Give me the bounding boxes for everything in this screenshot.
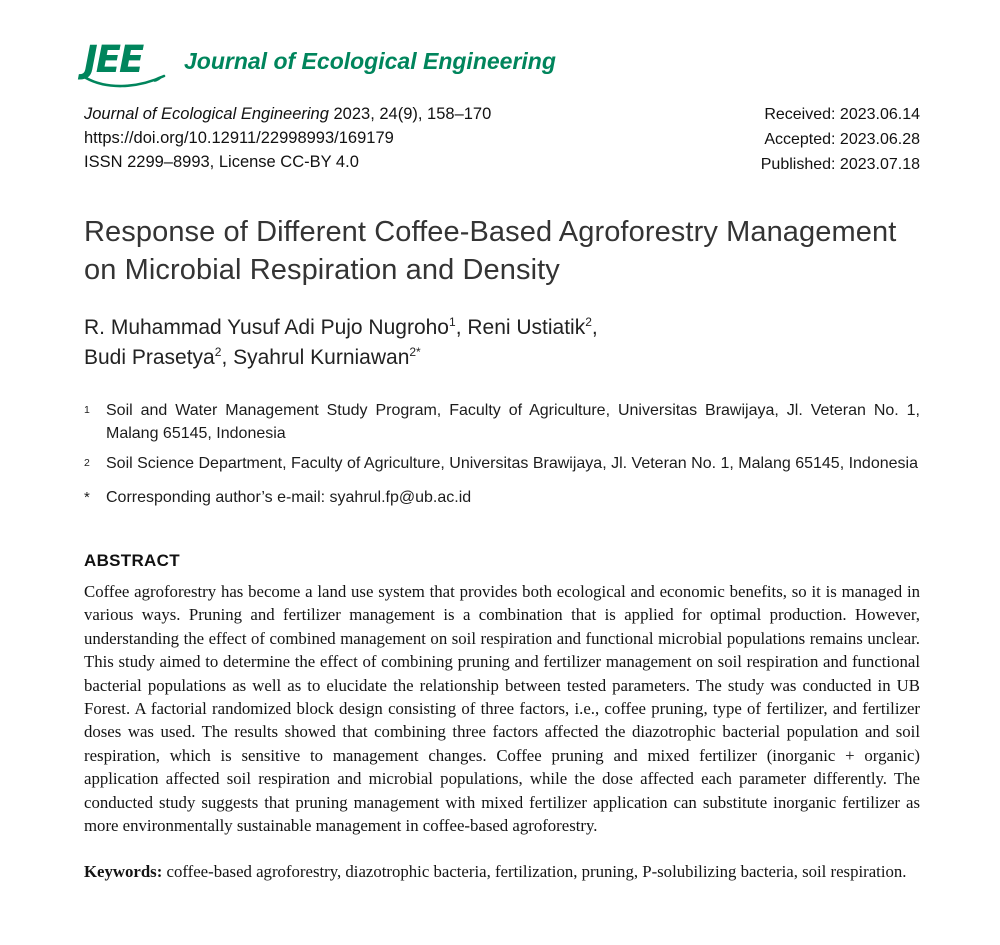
doi-text: https://doi.org/10.12911/22998993/169179: [84, 129, 394, 147]
accepted-date: Accepted: 2023.06.28: [764, 131, 920, 148]
author-name: R. Muhammad Yusuf Adi Pujo Nugroho: [84, 316, 449, 339]
affiliation-text: Soil and Water Management Study Program, Faculty of Agriculture, Universitas Brawijaya, Jl. Veteran No. 1, Malang 65145, Indonesia: [106, 402, 920, 442]
paper-title-line-2: on Microbial Respiration and Density: [84, 254, 560, 286]
dates-block: [761, 102, 920, 177]
author-name: , Syahrul Kurniawan: [221, 346, 410, 369]
corresponding-author-item: [84, 486, 920, 509]
citation-block: [84, 102, 491, 174]
jee-logo-swoosh-icon: [84, 74, 168, 90]
jee-logo: [84, 38, 168, 88]
journal-name: Journal of Ecological Engineering: [184, 47, 556, 74]
paper-title-line-1: Response of Different Coffee-Based Agroforestry Management: [84, 216, 897, 248]
affiliation-list: [84, 399, 920, 509]
affiliation-item: [84, 399, 920, 445]
abstract-text: Coffee agroforestry has become a land use system that provides both ecological and economic benefits, so it is managed in various ways. Pruning and fertilizer management is a combination that is applied for optimal production. However, understanding the effect of combined management on soil respiration and functional microbial populations remains unclear. This study aimed to determine the effect of combining pruning and fertilizer management on soil respiration and functional bacterial populations as well as to elucidate the relationship between tested parameters. The study was conducted in UB Forest. A factorial randomized block design consisting of three factors, i.e., coffee pruning, type of fertilizer, and fertilizer doses was used. The results showed that combining three factors affected the diazotrophic bacterial population and soil respiration, which is sensitive to management changes. Coffee pruning and mixed fertilizer (inorganic + organic) application affected soil respiration and microbial populations, while the dose affected each parameter differently. The conducted study suggests that pruning management with mixed fertilizer application can substitute inorganic fertilizer as more environmentally sustainable management in coffee-based agroforestry.: [84, 582, 920, 836]
affiliation-item: [84, 452, 920, 479]
abstract-heading: ABSTRACT: [84, 551, 180, 570]
affiliation-marker: 1: [84, 404, 90, 416]
affiliation-text: Soil Science Department, Faculty of Agriculture, Universitas Brawijaya, Jl. Veteran No. 1, Malang 65145, Indonesia: [106, 455, 918, 472]
received-date: Received: 2023.06.14: [764, 106, 920, 123]
author-name: Budi Prasetya: [84, 346, 215, 369]
author-separator: ,: [591, 316, 598, 339]
citation-volume-pages: 2023, 24(9), 158–170: [328, 105, 492, 123]
author-affil-sup: 2*: [409, 345, 421, 359]
author-list: [84, 313, 920, 373]
author-affil-sup: 2: [585, 315, 592, 329]
paper-title: [84, 213, 920, 289]
metadata-row: [84, 102, 920, 177]
journal-header: [84, 38, 920, 88]
corresponding-author-email: Corresponding author’s e-mail: syahrul.fp@ub.ac.id: [106, 489, 472, 506]
published-date: Published: 2023.07.18: [760, 156, 920, 173]
author-line-2: [84, 343, 920, 373]
keywords-label: Keywords:: [84, 862, 163, 882]
author-affil-sup: 2: [214, 345, 222, 359]
corresponding-author-marker: *: [84, 489, 90, 506]
author-line-1: [84, 313, 920, 343]
keywords-text: coffee-based agroforestry, diazotrophic bacteria, fertilization, pruning, P-solubilizing bacteria, soil respiration.: [162, 862, 907, 882]
author-affil-sup: 1: [449, 315, 456, 329]
author-name: , Reni Ustiatik: [455, 316, 586, 339]
jee-logo-text: JEE: [84, 38, 143, 81]
keywords-block: [84, 860, 920, 883]
citation-journal-name: Journal of Ecological Engineering: [84, 105, 329, 123]
issn-license-text: ISSN 2299–8993, License CC-BY 4.0: [84, 153, 359, 171]
citation-line: [84, 102, 491, 126]
affiliation-marker: 2: [84, 457, 90, 469]
